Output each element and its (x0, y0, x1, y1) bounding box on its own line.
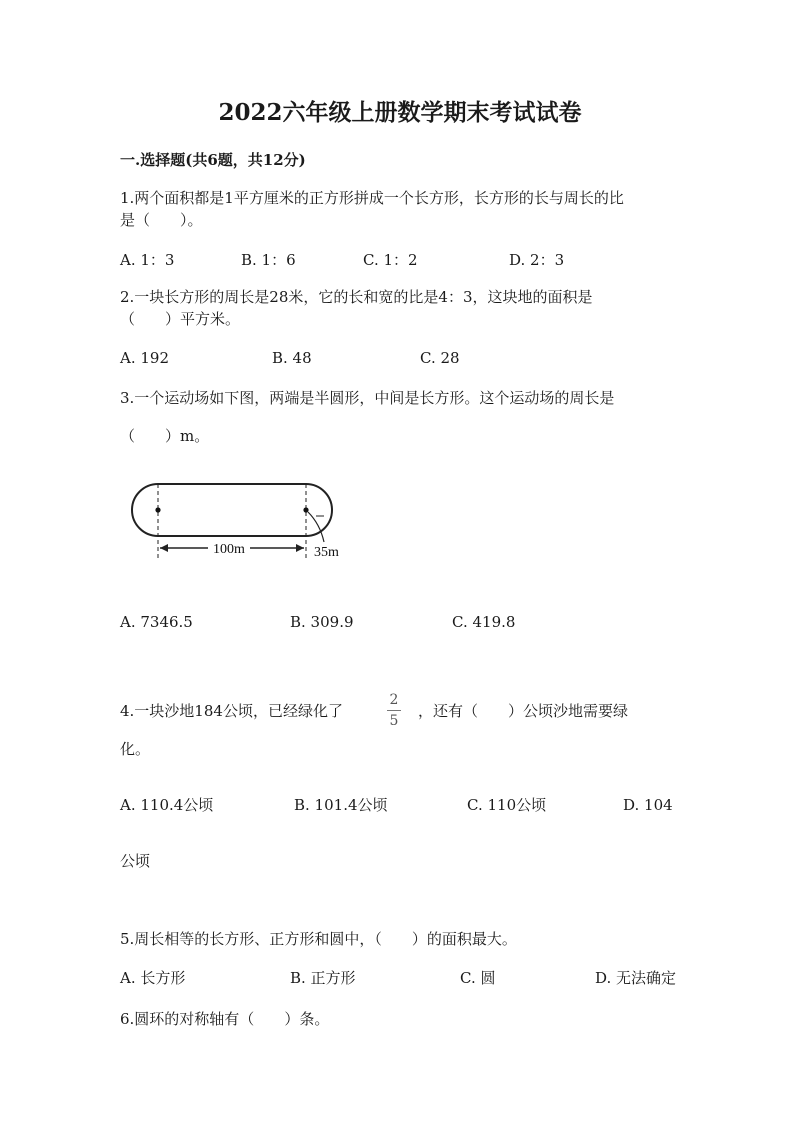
question-1-option-b: B. 1：6 (241, 251, 296, 269)
track-radius-label: 35m (314, 545, 339, 560)
track-diagram (128, 476, 348, 566)
question-4-option-c: C. 110公顷 (467, 796, 547, 814)
question-4-text-before: 4.一块沙地184公顷，已经绿化了 (120, 702, 343, 720)
question-4-option-d: D. 104 (623, 796, 673, 814)
fraction-bar (387, 710, 401, 711)
fraction (386, 692, 402, 729)
track-length-label: 100m (213, 542, 245, 557)
question-4-option-a: A. 110.4公顷 (120, 796, 214, 814)
question-1-text-line-1: 1.两个面积都是1平方厘米的正方形拼成一个长方形，长方形的长与周长的比 (120, 189, 624, 207)
question-1-option-c: C. 1：2 (363, 251, 418, 269)
question-4-text-line-2: 化。 (120, 740, 151, 758)
question-3-option-b: B. 309.9 (290, 613, 354, 631)
question-5-text-line-1: 5.周长相等的长方形、正方形和圆中，（ ）的面积最大。 (120, 930, 517, 948)
question-4-option-d-wrap: 公顷 (120, 852, 151, 870)
question-4-option-b: B. 101.4公顷 (294, 796, 388, 814)
question-3-text-line-1: 3.一个运动场如下图，两端是半圆形，中间是长方形。这个运动场的周长是 (120, 389, 615, 407)
question-4-text-after: ，还有（ ）公顷沙地需要绿 (418, 702, 629, 720)
question-2-option-c: C. 28 (420, 349, 460, 367)
question-3-option-a: A. 7346.5 (120, 613, 193, 631)
question-5-option-d: D. 无法确定 (595, 969, 677, 987)
question-1-option-d: D. 2：3 (509, 251, 565, 269)
question-3-text-line-2: （ ）m。 (120, 427, 210, 445)
question-5-option-a: A. 长方形 (120, 969, 186, 987)
question-3-option-c: C. 419.8 (452, 613, 516, 631)
fraction-denominator: 5 (389, 713, 399, 729)
question-2-option-a: A. 192 (120, 349, 169, 367)
fraction-numerator: 2 (389, 692, 399, 708)
question-1-option-a: A. 1：3 (120, 251, 175, 269)
section-heading: 一.选择题(共6题，共12分) (120, 151, 306, 169)
question-2-text-line-1: 2.一块长方形的周长是28米，它的长和宽的比是4：3，这块地的面积是 (120, 288, 593, 306)
question-2-text-line-2: （ ）平方米。 (120, 310, 241, 328)
question-6-text-line-1: 6.圆环的对称轴有（ ）条。 (120, 1010, 330, 1028)
question-2-option-b: B. 48 (272, 349, 312, 367)
question-5-option-b: B. 正方形 (290, 969, 356, 987)
question-1-text-line-2: 是（ ）。 (120, 211, 203, 229)
question-5-option-c: C. 圆 (460, 969, 496, 987)
page-title: 2022六年级上册数学期末考试试卷 (218, 99, 582, 126)
